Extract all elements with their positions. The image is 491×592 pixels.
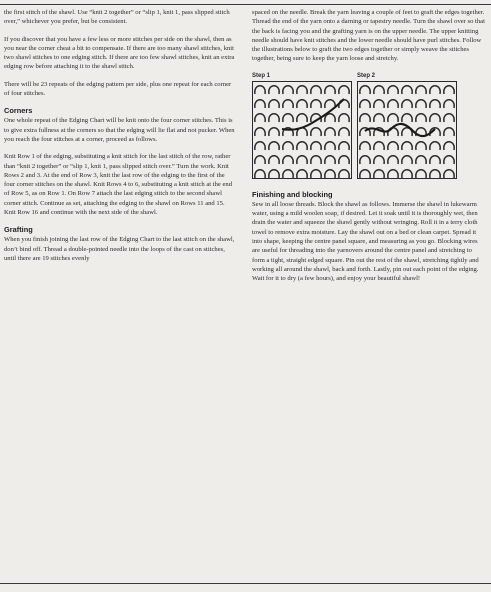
intro-paragraph-1: the first stitch of the shawl. Use “knit 2 together” or “slip 1, knit 1, pass slipped stitch over,” whichever you prefer, but be consistent. xyxy=(4,9,230,26)
grafting-paragraph: When you finish joining the last row of the Edging Chart to the last stitch on the shawl, don’t bind off. Thread a double-pointed needle into the loops of the cast on stitches, until there are 19 stitches evenly xyxy=(4,236,235,262)
finishing-paragraph: Sew in all loose threads. Block the shawl as follows. Immerse the shawl in lukewarm water, using a mild woolen soap, if desired. Let it soak until it is thoroughly wet, then drain the water and squeeze the shawl gently without wringing. Roll it in a terry cloth towel to remove extra moisture. Lay the shawl out on a bed or clean carpet. Spread it into shape, keeping the centre panel square, and measuring as you go. Blocking wires are useful for threading into the yarnovers around the centre panel and stretching to form a tight, straight edged square. Pin out the rest of the shawl, stretching tightly and working all around the shawl, back and forth. Lastly, pin out each point of the edging. Wait for it to dry (a few hours), and enjoy your beautiful shawl! xyxy=(252,200,479,283)
grafting-continued-paragraph: spaced on the needle. Break the yarn leaving a couple of feet to graft the edges together. Thread the end of the yarn onto a darning or tapestry needle. Turn the shawl over so that the back is facing you and the grafting yarn is on the upper needle. The upper knitting needle should have knit stitches and the lower needle should have purl stitches. Follow the illustrations below to graft the two edges together or simply weave the stitches together, being sure to keep the yarn loose and stretchy. xyxy=(252,9,485,63)
grafting-heading: Grafting xyxy=(4,225,33,235)
corners-paragraph-1: One whole repeat of the Edging Chart will be knit onto the four corner stitches. This is to give extra fullness at the corners so that the edging will lie flat and not pucker. When you reach the four stitches at a corner, proceed as follows. xyxy=(4,117,235,143)
bottom-rule xyxy=(0,583,491,584)
intro-paragraph-3: There will be 23 repeats of the edging pattern per side, plus one repeat for each corner of four stitches. xyxy=(4,80,232,98)
step-1-knit-illustration xyxy=(252,81,352,179)
step-1-figure xyxy=(252,72,354,179)
step-2-label: Step 2 xyxy=(357,72,376,79)
step-1-label: Step 1 xyxy=(252,72,271,79)
step-2-figure xyxy=(357,72,459,179)
intro-paragraph-2: If you discover that you have a few less or more stitches per side on the shawl, then as you near the corner cheat a bit to compensate. If there are too many shawl stitches, knit two shawl stitches to one edging stitch. If there are too few shawl stitches, knit an extra edging row before attaching it to the shawl stitch. xyxy=(4,35,235,71)
corners-paragraph-2: Knit Row 1 of the edging, substituting a knit stitch for the last stitch of the row, rather than “knit 2 together” or “slip 1, knit 1, pass slipped stitch over.” Turn the work. Knit Rows 2 and 3. At the end of Row 3, knit the last row of the edging to the first of the four corner stitches on the shawl. Knit Rows 4 to 6, substituting a knit stitch at the end of Row 5, as on Row 1. On Row 7 attach the last edging stitch to the second shawl corner stitch. Continue as set, attaching the edging to the shawl on Rows 11 and 15. Knit Row 16 and continue with the next side of the shawl. xyxy=(4,153,233,217)
left-column xyxy=(4,8,236,271)
top-rule xyxy=(0,4,491,5)
corners-heading: Corners xyxy=(4,106,33,116)
right-column xyxy=(252,8,485,291)
finishing-heading: Finishing and blocking xyxy=(252,189,333,199)
grafting-illustrations xyxy=(252,72,485,180)
step-2-knit-illustration xyxy=(357,81,457,179)
